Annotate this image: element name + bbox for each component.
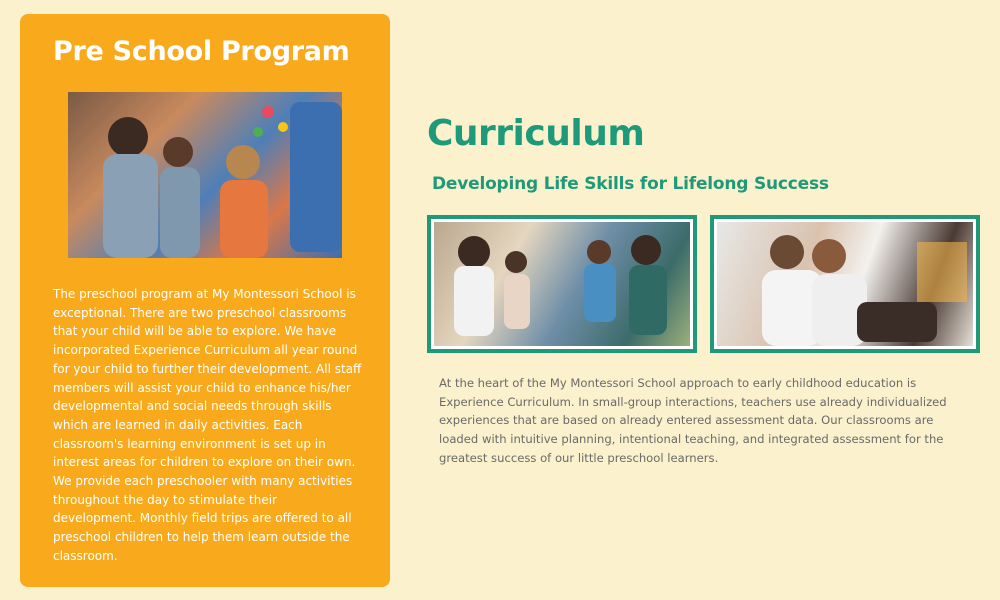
card-title: Pre School Program — [53, 36, 350, 67]
children-classroom-photo — [68, 92, 342, 258]
curriculum-description: At the heart of the My Montessori School approach to early childhood education is Experience Curriculum. In small-group interactions, teachers use already individualized experiences that are based on already entered assessment data. Our classrooms are loaded with intuitive planning, intentional teaching, and integrated assessment for the greatest success of our little preschool learners. — [439, 376, 947, 465]
children-playing-photo — [427, 215, 697, 353]
photo-illustration-1 — [434, 222, 690, 346]
preschool-program-card — [20, 14, 390, 587]
children-hugging-photo — [710, 215, 980, 353]
curriculum-title: Curriculum — [427, 113, 645, 154]
program-description: The preschool program at My Montessori School is exceptional. There are two preschool classrooms that your child will be able to explore. We have incorporated Experience Curriculum all year round for your child to further their development. All staff members will assist your child to enhance his/her developmental and social needs through skills which are learned in daily activities. Each classroom's learning environment is set up in interest areas for children to explore on their own. We provide each preschooler with many activities throughout the day to stimulate their development. Monthly field trips are offered to all preschool children to help them learn outside the classroom. — [53, 287, 362, 563]
photo-illustration-2 — [717, 222, 973, 346]
photo-illustration — [68, 92, 342, 258]
curriculum-subtitle: Developing Life Skills for Lifelong Success — [432, 174, 829, 194]
